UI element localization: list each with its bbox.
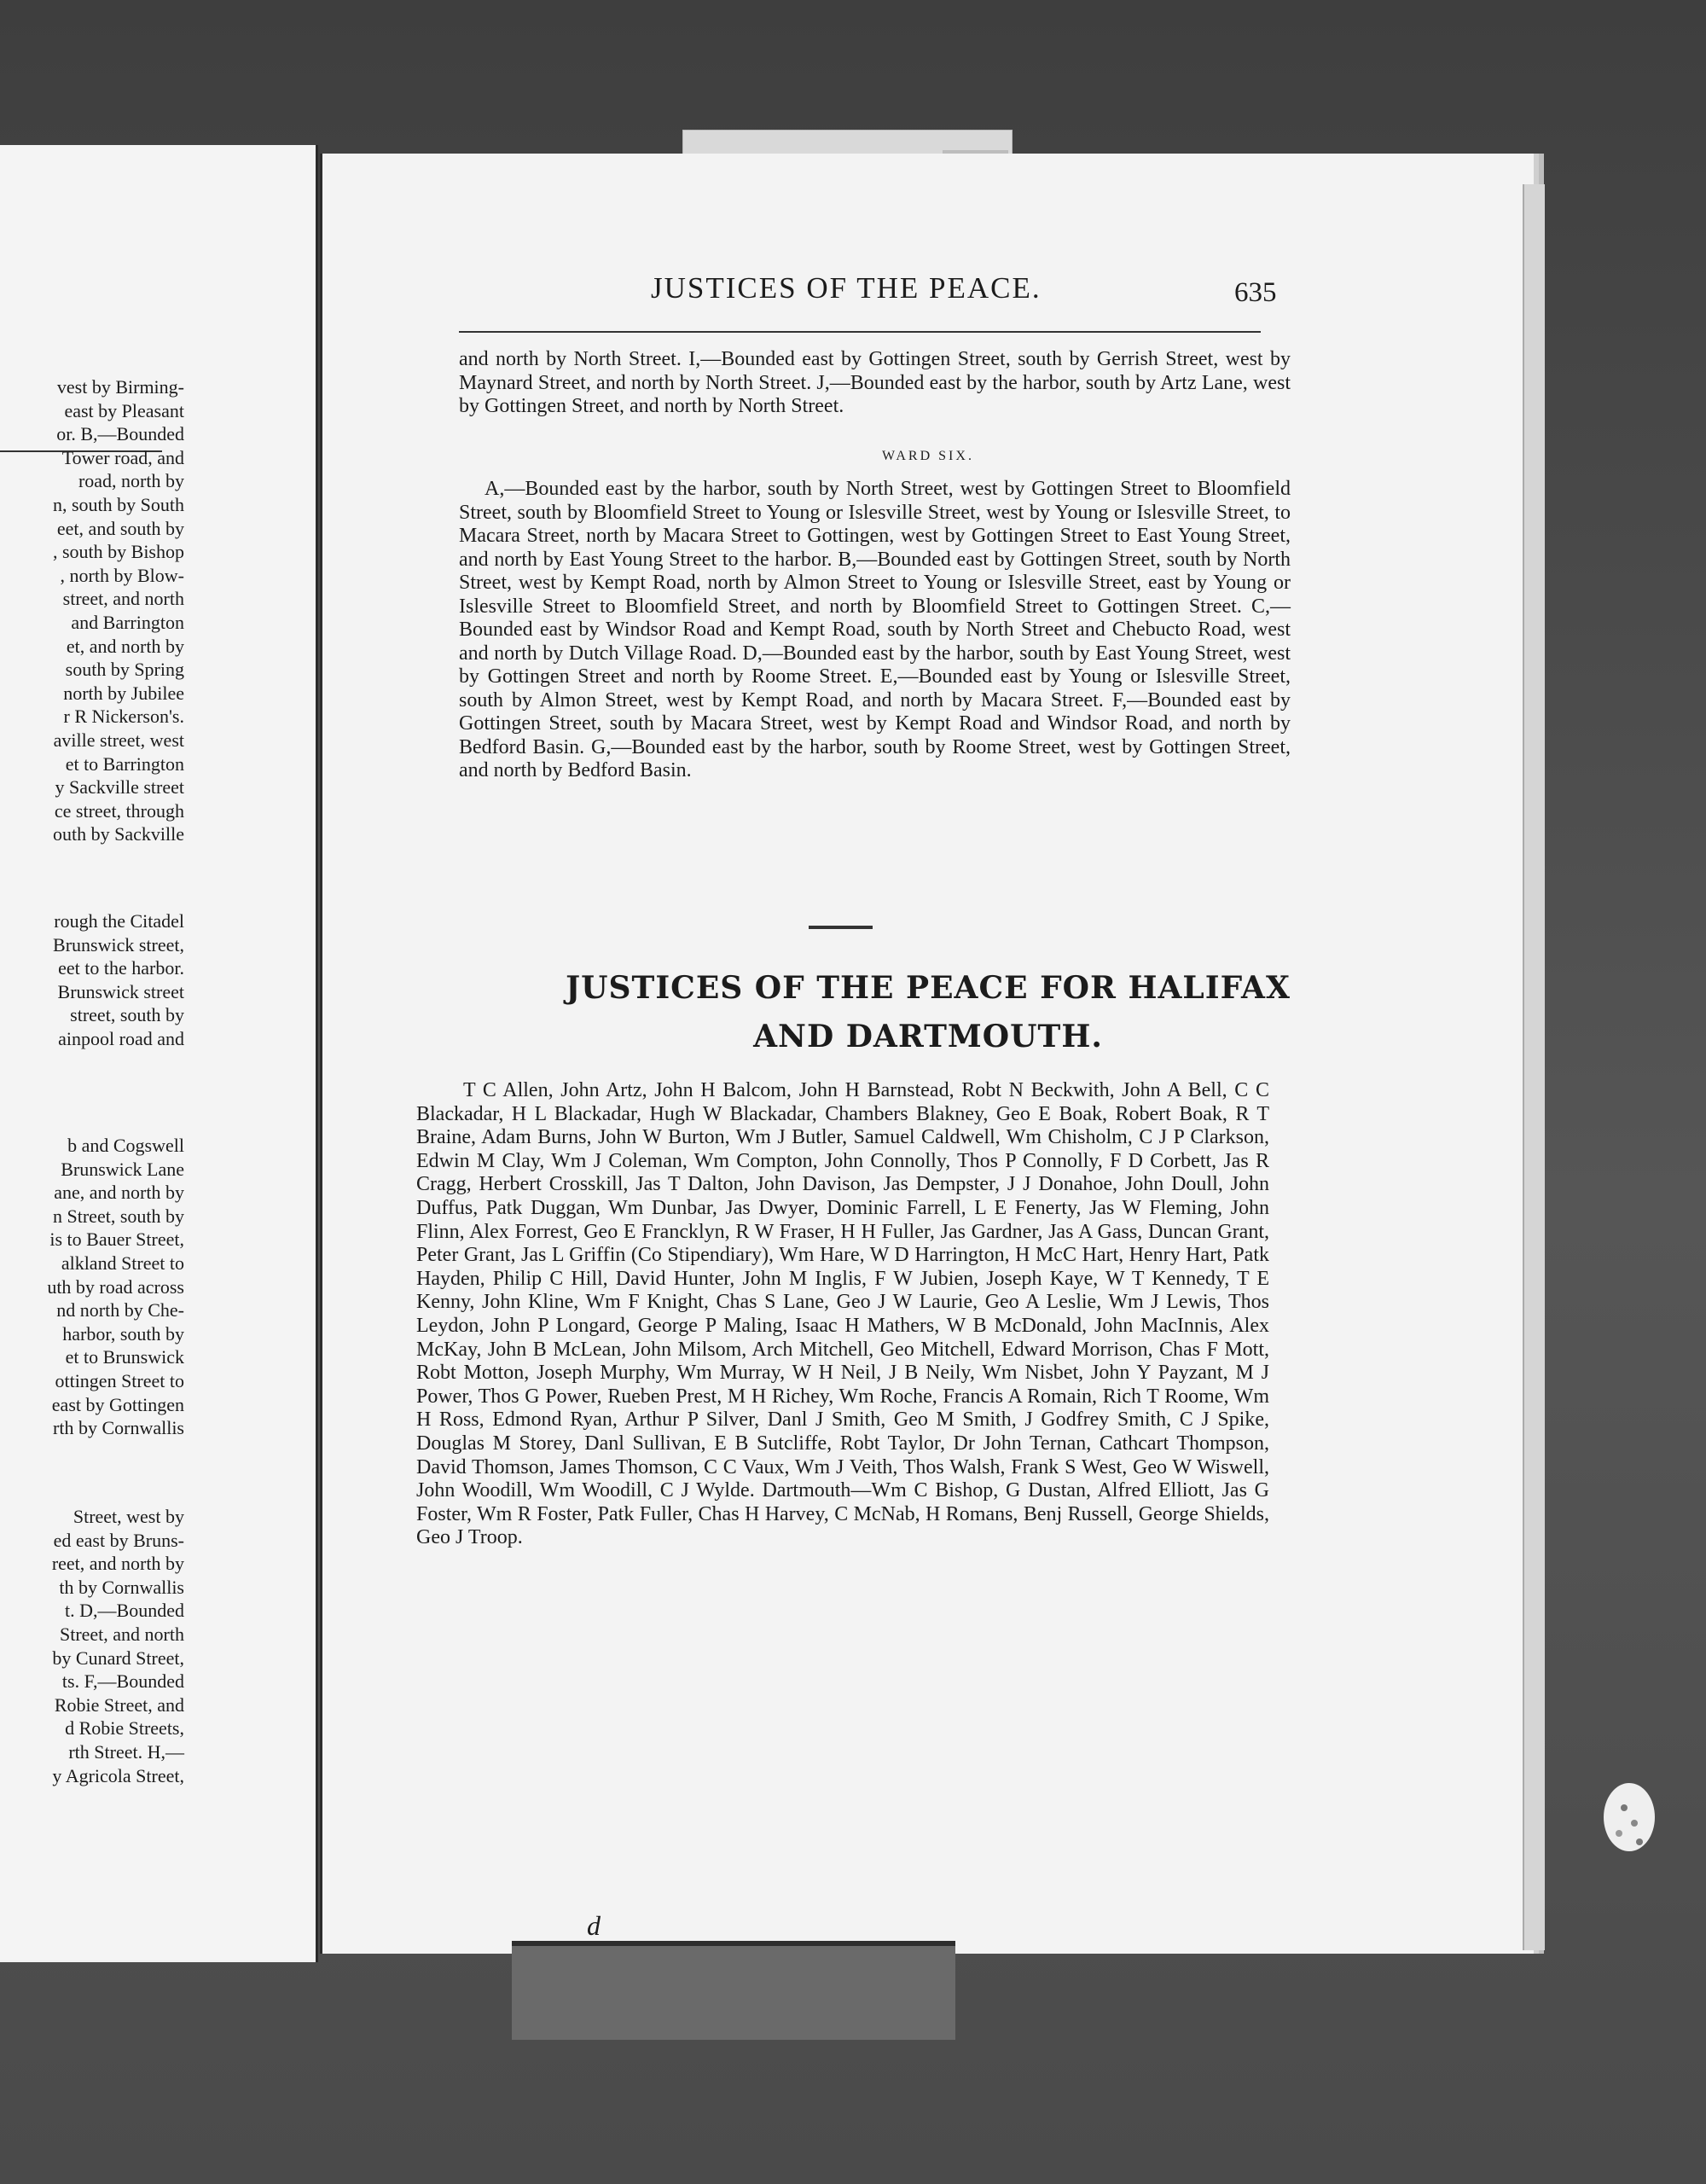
left-page-line: uth by road across — [47, 1275, 184, 1298]
left-page-line: by Cunard Street, — [52, 1647, 184, 1669]
left-page-line: nd north by Che- — [56, 1299, 184, 1321]
ward-five-continuation: and north by North Street. I,—Bounded east by Gottingen Street, south by Gerrish Street, west by Maynard Street, and north by North Street. J,—Bounded east by the harbor, south by Artz Lane, west by Gottingen Street, and north by North Street. — [459, 348, 1291, 417]
running-head: JUSTICES OF THE PEACE. — [651, 271, 1042, 305]
ward-six-paragraph: A,—Bounded east by the harbor, south by North Street, west by Gottingen Street to Bloomfield Street, south by Bloomfield Street to Young or Islesville Street, west by Young or Islesville Street, to Macara Street, north by Macara Street to Gottingen, west by Gottingen Street to East Young Street, and north by East Young Street to the harbor. B,—Bounded east by Gottingen Street, south by North Street, west by Kempt Road, north by Almon Street to Young or Islesville Street, east by Young or Islesville Street to Bloomfield Street, and north by Bloomfield Street to Gottingen Street. C,—Bounded east by Windsor Road and Kempt Road, south by North Street and Chebucto Road, west and north by Dutch Village Road. D,—Bounded east by the harbor, south by East Young Street, west by Gottingen Street and north by Roome Street. E,—Bounded east by Young or Islesville Street, south by Almon Street, west by Kempt Road, and north by Macara Street. F,—Bounded east by Gottingen Street, south by Macara Street, west by Kempt Road and Windsor Road, and north by Bedford Basin. G,—Bounded east by the harbor, south by Roome Street, west by Gottingen Street, and north by Bedford Basin. — [459, 478, 1291, 781]
left-page-line: et to Brunswick — [65, 1346, 184, 1368]
left-page-line: Street, and north — [59, 1623, 184, 1645]
left-page-line: et, and north by — [66, 635, 184, 657]
left-page-line: east by Pleasant — [64, 399, 184, 421]
left-page-line: rth Street. H,— — [68, 1740, 184, 1763]
left-page-line: rough the Citadel — [54, 910, 184, 932]
page-edge — [1523, 184, 1545, 1950]
left-page-line: Tower road, and — [61, 446, 184, 468]
left-page-line: b and Cogswell — [67, 1135, 184, 1156]
left-page-line: t. D,—Bounded — [65, 1600, 184, 1622]
left-page-line: eet, and south by — [56, 517, 184, 539]
left-page-line: aville street, west — [53, 729, 184, 751]
left-page-line: , north by Blow- — [60, 564, 184, 586]
left-page-line: rth by Cornwallis — [53, 1417, 184, 1439]
left-page-line: harbor, south by — [62, 1322, 184, 1345]
paper-stain — [1604, 1783, 1655, 1851]
left-page-line: d Robie Streets, — [65, 1717, 184, 1740]
left-page-line: y Agricola Street, — [52, 1764, 184, 1786]
left-page-line: ed east by Bruns- — [53, 1529, 184, 1551]
left-page-line: Brunswick Lane — [61, 1158, 184, 1180]
left-page-line: n Street, south by — [53, 1205, 184, 1227]
left-page-line: ottingen Street to — [55, 1369, 184, 1391]
left-page-line: east by Gottingen — [51, 1393, 184, 1415]
left-page-line: r R Nickerson's. — [63, 706, 184, 728]
justices-list: T C Allen, John Artz, John H Balcom, John H Barnstead, Robt N Beckwith, John A Bell, C C Blackadar, H L Blackadar, Hugh W Blackadar, Chambers Blakney, Geo E Boak, Robert Boak, R T Braine, Adam Burns, John W Burton, Wm J Butler, Samuel Caldwell, Wm Chisholm, C J P Clarkson, Edwin M Clay, Wm J Coleman, Wm Compton, John Connolly, Thos P Connolly, F D Corbett, Jas R Cragg, Herbert Crosskill, Jas T Dalton, John Davison, Jas Dempster, J J Donahoe, John Doull, John Duffus, Patk Duggan, Wm Dunbar, Jas Dwyer, Dominic Farrell, L E Fenerty, Jas W Fleming, John Flinn, Alex Forrest, Geo E Francklyn, R W Fraser, H H Fuller, Jas Gardner, Jas A Gass, Duncan Grant, Peter Grant, Jas L Griffin (Co Stipendiary), Wm Hare, W D Harrington, H McC Hart, Henry Hart, Patk Hayden, Philip C Hill, David Hunter, John M Inglis, F W Jubien, Joseph Kaye, W T Kennedy, T E Kenny, John Kline, Wm F Knight, Chas S Lane, Geo J W Laurie, Geo A Leslie, Wm J Lewis, Thos Leydon, John P Longard, George P Maling, Isaac H Mathers, W B McDonald, John MacInnis, Alex McKay, John B McLean, John Milsom, Arch Mitchell, Geo Mitchell, Edward Morrison, Chas F Mott, Robt Motton, Joseph Murphy, Wm Murray, W H Neil, J B Neily, Wm Nisbet, John Y Payzant, M J Power, Thos G Power, Rueben Prest, M H Richey, Wm Roche, Francis A Romain, Rich T Roome, Wm H Ross, Edmond Ryan, Arthur P Silver, Danl J Smith, Geo M Smith, J Godfrey Smith, C J Spike, Douglas M Storey, Danl Sullivan, E B Sutcliffe, Robt Taylor, Dr John Ternan, Cathcart Thompson, David Thomson, James Thomson, C C Vaux, Wm J Veith, Thos Walsh, Frank S West, Geo W Wiswell, John Woodill, Wm Woodill, C J Wylde. Dartmouth—Wm C Bishop, G Dustan, Alfred Elliott, Jas G Foster, Wm R Foster, Patk Fuller, Chas H Harvey, C McNab, H Romans, Benj Russell, George Shields, Geo J Troop. — [416, 1079, 1269, 1549]
left-text-block-2 — [53, 909, 184, 1051]
left-page-line: ainpool road and — [58, 1027, 184, 1049]
left-page-line: ts. F,—Bounded — [61, 1670, 184, 1693]
left-text-block-1 — [53, 375, 184, 846]
stain-dots — [1621, 1804, 1628, 1811]
page-number: 635 — [1234, 277, 1277, 308]
left-page-line: Brunswick street, — [53, 933, 184, 956]
left-page-line: eet to the harbor. — [58, 957, 184, 979]
left-page-line: , south by Bishop — [52, 541, 184, 563]
section-separator — [809, 926, 873, 929]
ward-heading: WARD SIX. — [882, 449, 974, 463]
left-page-line: is to Bauer Street, — [49, 1228, 184, 1251]
left-page-line: road, north by — [78, 470, 184, 492]
left-page-line: vest by Birming- — [56, 376, 184, 398]
section-title — [322, 964, 1534, 1061]
left-page-line: y Sackville street — [55, 776, 184, 799]
left-page-line: street, south by — [70, 1004, 184, 1026]
left-page-line: or. B,—Bounded — [56, 423, 184, 445]
left-page-line: Street, west by — [73, 1506, 184, 1527]
section-title-line-1: JUSTICES OF THE PEACE FOR HALIFAX — [566, 970, 1291, 1006]
left-page-line: street, and north — [62, 588, 184, 610]
left-text-block-4 — [52, 1505, 184, 1787]
left-page-line: Robie Street, and — [54, 1693, 184, 1716]
book-edge — [512, 1941, 955, 2040]
left-page-line: et to Barrington — [65, 752, 184, 775]
right-page — [320, 154, 1534, 1954]
left-page-line: north by Jubilee — [63, 682, 184, 704]
left-page-line: th by Cornwallis — [59, 1576, 184, 1598]
signature-mark: d — [587, 1910, 601, 1941]
left-page-line: and Barrington — [71, 611, 184, 633]
left-page-line: south by Spring — [65, 659, 184, 681]
left-text-block-3 — [47, 1134, 184, 1440]
left-page-line: n, south by South — [52, 493, 184, 515]
left-page-line: outh by Sackville — [53, 823, 184, 845]
left-page-line: alkland Street to — [61, 1252, 184, 1274]
header-rule — [459, 331, 1261, 333]
section-title-line-2: AND DARTMOUTH. — [753, 1019, 1103, 1054]
left-facing-page — [0, 145, 318, 1962]
left-page-line: ce street, through — [54, 799, 184, 822]
left-page-line: ane, and north by — [54, 1182, 184, 1204]
left-page-line: Brunswick street — [57, 980, 184, 1002]
left-page-line: reet, and north by — [51, 1553, 184, 1575]
